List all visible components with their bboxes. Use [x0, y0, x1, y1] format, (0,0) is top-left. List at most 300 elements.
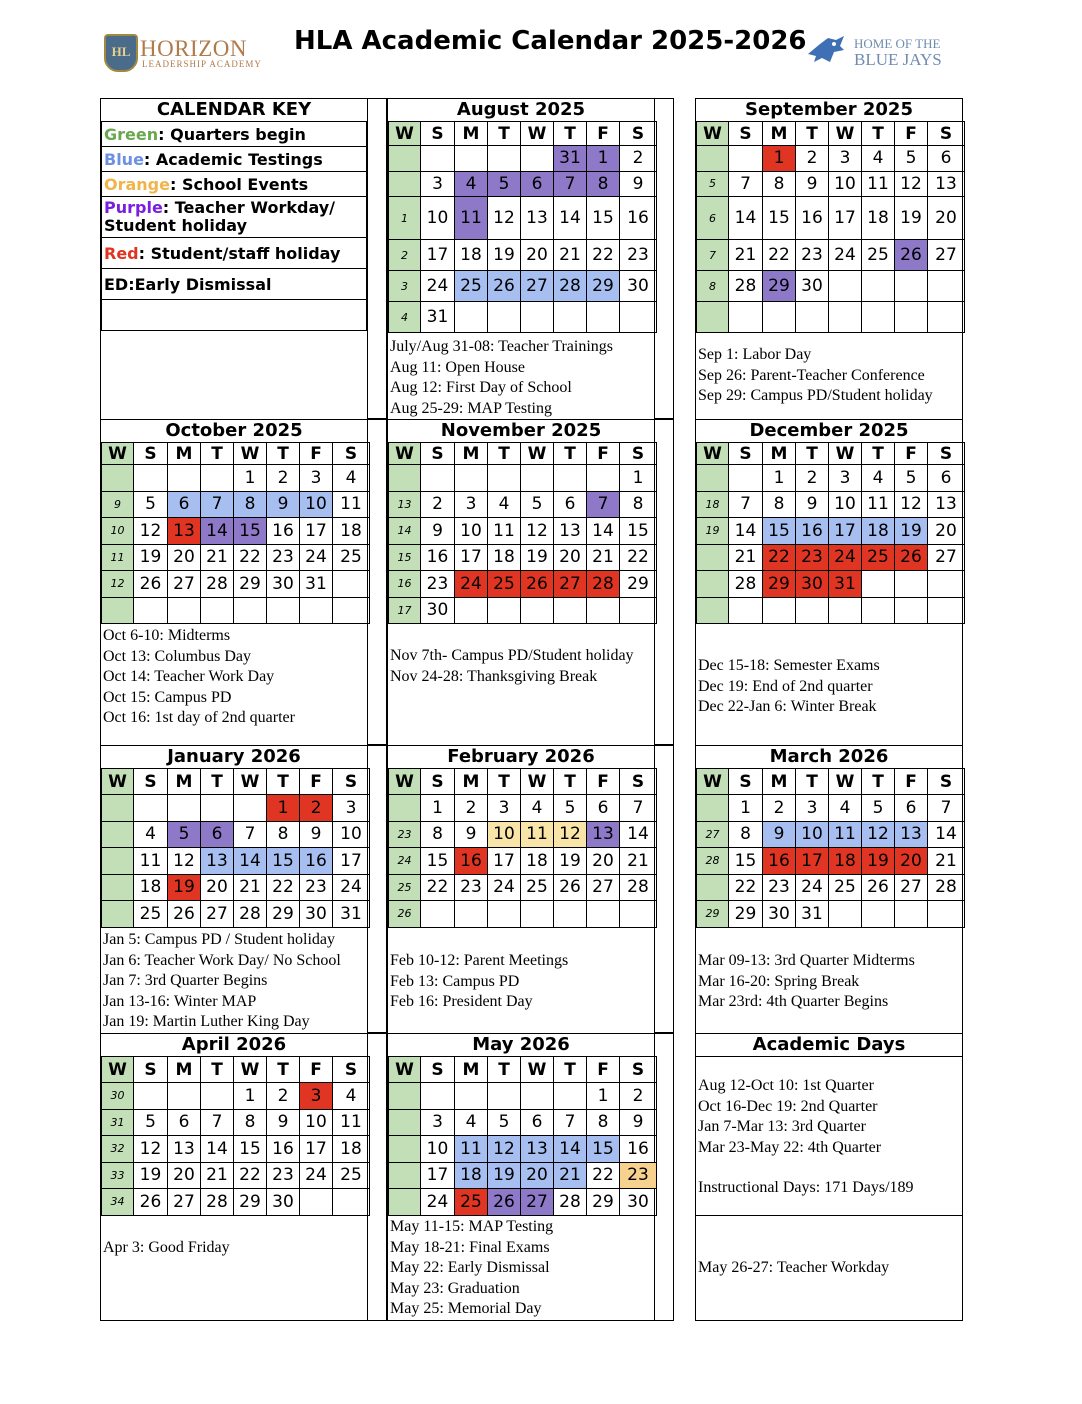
day-cell: 22 — [763, 240, 796, 271]
week-row — [102, 1083, 370, 1110]
day-cell: 30 — [421, 597, 455, 624]
day-cell — [928, 571, 965, 598]
day-cell — [729, 146, 763, 172]
day-cell: 18 — [333, 518, 370, 545]
day-cell: 17 — [421, 1162, 455, 1189]
day-cell: 9 — [796, 171, 829, 197]
day-cell: 3 — [829, 146, 862, 172]
day-cell: 19 — [168, 874, 201, 901]
note-line: Dec 15-18: Semester Exams — [698, 657, 880, 674]
day-cell: 24 — [300, 1162, 333, 1189]
weekday-label: W — [521, 1057, 554, 1083]
weekday-label: M — [763, 122, 796, 146]
calendar-key-title: CALENDAR KEY — [156, 99, 312, 120]
day-cell: 15 — [267, 848, 300, 875]
day-cell — [729, 597, 763, 624]
day-cell: 23 — [455, 874, 488, 901]
instructional-days: Instructional Days: 171 Days/189 — [698, 1179, 914, 1196]
note-line: Jan 6: Teacher Work Day/ No School — [103, 951, 341, 969]
day-cell — [134, 795, 168, 822]
week-number: 3 — [389, 271, 421, 302]
note-line: Oct 16: 1st day of 2nd quarter — [103, 709, 295, 726]
note-line: Nov 24-28: Thanksgiving Break — [390, 667, 598, 685]
note-line: May 22: Early Dismissal — [390, 1259, 550, 1276]
day-cell: 23 — [763, 874, 796, 901]
day-cell — [455, 302, 488, 333]
day-cell: 15 — [763, 518, 796, 545]
weekday-label: S — [333, 443, 370, 465]
day-cell: 16 — [796, 197, 829, 240]
day-cell: 30 — [763, 901, 796, 928]
week-number: 23 — [389, 821, 421, 848]
day-cell: 8 — [234, 491, 267, 518]
day-cell — [554, 465, 587, 492]
day-cell — [829, 271, 862, 302]
month-table — [388, 768, 657, 928]
day-cell: 9 — [455, 821, 488, 848]
day-cell: 12 — [521, 518, 554, 545]
day-cell: 21 — [928, 848, 965, 875]
day-cell: 18 — [455, 1162, 488, 1189]
day-cell: 12 — [895, 171, 928, 197]
weekday-label: T — [488, 122, 521, 146]
weekday-label: W — [521, 443, 554, 465]
weekday-label: T — [796, 769, 829, 795]
day-cell — [488, 597, 521, 624]
day-cell: 8 — [763, 491, 796, 518]
day-cell: 14 — [554, 1136, 587, 1163]
day-cell: 30 — [267, 1189, 300, 1216]
quarter-line: Mar 23-May 22: 4th Quarter — [698, 1138, 882, 1156]
note-line: July/Aug 31-08: Teacher Trainings — [390, 338, 614, 355]
week-row — [389, 821, 657, 848]
day-cell — [928, 271, 965, 302]
month-panel-feb — [387, 745, 655, 1034]
weekday-label: F — [895, 443, 928, 465]
key-description: : Teacher Workday/ Student holiday — [104, 198, 336, 235]
calendar-key-table — [101, 121, 367, 331]
month-title: March 2026 — [769, 746, 889, 767]
day-cell — [587, 465, 620, 492]
logo-left-subtitle: LEADERSHIP ACADEMY — [142, 59, 262, 69]
day-cell — [421, 901, 455, 928]
week-row — [389, 848, 657, 875]
day-cell: 16 — [620, 1136, 657, 1163]
note-line: Sep 29: Campus PD/Student holiday — [698, 387, 933, 404]
day-cell: 16 — [267, 518, 300, 545]
column-separator — [654, 745, 674, 1033]
day-cell: 28 — [554, 1189, 587, 1216]
day-cell: 10 — [300, 491, 333, 518]
shield-icon: HL — [104, 34, 138, 72]
day-cell: 11 — [862, 171, 895, 197]
day-cell: 28 — [729, 271, 763, 302]
note-line: Oct 6-10: Midterms — [103, 627, 231, 644]
day-cell: 5 — [168, 821, 201, 848]
month-notes — [698, 951, 960, 1013]
day-cell — [554, 901, 587, 928]
week-number — [102, 465, 134, 492]
day-cell — [554, 597, 587, 624]
week-row — [389, 1189, 657, 1216]
day-cell — [796, 302, 829, 333]
day-cell: 27 — [521, 271, 554, 302]
day-cell: 27 — [521, 1189, 554, 1216]
key-color-word: Orange — [104, 174, 170, 194]
day-cell: 13 — [168, 1136, 201, 1163]
day-cell: 31 — [300, 571, 333, 598]
week-number — [697, 302, 729, 333]
column-separator — [367, 745, 387, 1033]
key-item — [102, 197, 367, 238]
weekday-label: T — [554, 443, 587, 465]
week-row — [697, 571, 965, 598]
day-cell: 31 — [829, 571, 862, 598]
week-row — [697, 271, 965, 302]
day-cell: 20 — [554, 544, 587, 571]
note-line: May 11-15: MAP Testing — [390, 1218, 554, 1235]
week-number: 28 — [697, 848, 729, 875]
logo-left-name: HORIZON — [140, 36, 247, 61]
day-cell: 17 — [300, 1136, 333, 1163]
week-number: 19 — [697, 518, 729, 545]
day-cell: 29 — [763, 271, 796, 302]
day-cell: 18 — [455, 240, 488, 271]
day-cell: 11 — [333, 1109, 370, 1136]
weekday-label: T — [488, 443, 521, 465]
month-title: September 2025 — [745, 99, 913, 120]
weekday-label: S — [421, 122, 455, 146]
day-cell: 15 — [234, 518, 267, 545]
week-row — [102, 1136, 370, 1163]
day-cell: 7 — [587, 491, 620, 518]
day-cell: 28 — [620, 874, 657, 901]
note-line: Mar 23rd: 4th Quarter Begins — [698, 993, 889, 1010]
quarter-line: Aug 12-Oct 10: 1st Quarter — [698, 1077, 874, 1094]
day-cell: 3 — [421, 1109, 455, 1136]
day-cell — [763, 302, 796, 333]
day-cell: 10 — [455, 518, 488, 545]
note-line: Jan 19: Martin Luther King Day — [103, 1013, 310, 1030]
week-number — [697, 597, 729, 624]
day-cell: 8 — [421, 821, 455, 848]
month-table — [101, 1056, 370, 1216]
day-cell: 29 — [234, 1189, 267, 1216]
key-description: : Quarters begin — [158, 124, 306, 144]
note-line: Feb 16: President Day — [390, 993, 533, 1010]
week-number — [389, 146, 421, 172]
day-cell — [333, 571, 370, 598]
week-row — [697, 597, 965, 624]
week-row — [102, 465, 370, 492]
day-cell: 17 — [829, 518, 862, 545]
day-cell: 20 — [928, 518, 965, 545]
weekday-label: S — [421, 443, 455, 465]
day-cell: 4 — [333, 465, 370, 492]
day-cell: 13 — [928, 171, 965, 197]
week-number — [389, 171, 421, 197]
day-cell — [587, 597, 620, 624]
day-cell — [895, 571, 928, 598]
key-description: : Student/staff holiday — [138, 243, 341, 263]
weekday-label: F — [587, 443, 620, 465]
week-row — [102, 597, 370, 624]
day-cell: 14 — [554, 197, 587, 240]
day-cell: 12 — [488, 197, 521, 240]
day-cell: 11 — [134, 848, 168, 875]
day-cell: 25 — [455, 271, 488, 302]
day-cell: 27 — [895, 874, 928, 901]
day-cell: 11 — [333, 491, 370, 518]
week-row — [697, 518, 965, 545]
day-cell — [300, 1189, 333, 1216]
day-cell: 7 — [234, 821, 267, 848]
day-cell: 1 — [729, 795, 763, 822]
weekday-label: W — [829, 769, 862, 795]
week-row — [102, 491, 370, 518]
day-cell: 11 — [862, 491, 895, 518]
weekday-header-row — [389, 1057, 657, 1083]
day-cell — [333, 1189, 370, 1216]
weekday-label: T — [796, 443, 829, 465]
day-cell: 5 — [488, 171, 521, 197]
day-cell: 2 — [455, 795, 488, 822]
day-cell — [521, 597, 554, 624]
day-cell: 3 — [455, 491, 488, 518]
day-cell: 2 — [620, 146, 657, 172]
day-cell: 2 — [267, 465, 300, 492]
month-notes — [698, 345, 960, 407]
day-cell — [201, 1083, 234, 1110]
day-cell: 12 — [862, 821, 895, 848]
day-cell: 16 — [421, 544, 455, 571]
month-notes — [103, 626, 365, 729]
day-cell: 23 — [421, 571, 455, 598]
weekday-label: T — [488, 769, 521, 795]
month-title: April 2026 — [181, 1034, 287, 1055]
day-cell: 26 — [554, 874, 587, 901]
day-cell: 6 — [521, 171, 554, 197]
month-panel-may — [387, 1033, 655, 1321]
week-row — [389, 146, 657, 172]
day-cell: 7 — [201, 491, 234, 518]
day-cell — [421, 146, 455, 172]
note-line: Aug 12: First Day of School — [390, 379, 572, 396]
weekday-label: S — [333, 769, 370, 795]
day-cell: 6 — [201, 821, 234, 848]
week-row — [102, 874, 370, 901]
day-cell: 19 — [134, 1162, 168, 1189]
day-cell: 21 — [620, 848, 657, 875]
month-title: February 2026 — [447, 746, 595, 767]
weekday-label: T — [554, 1057, 587, 1083]
weekday-label: F — [895, 769, 928, 795]
month-panel-aug — [387, 98, 655, 420]
weekday-label: T — [862, 443, 895, 465]
day-cell: 28 — [587, 571, 620, 598]
day-cell: 31 — [333, 901, 370, 928]
month-panel-mar — [695, 745, 963, 1034]
teacher-workday-note: May 26-27: Teacher Workday — [698, 1259, 890, 1276]
month-table — [388, 1056, 657, 1216]
day-cell: 22 — [234, 1162, 267, 1189]
day-cell: 2 — [796, 146, 829, 172]
day-cell: 23 — [620, 1162, 657, 1189]
day-cell: 17 — [796, 848, 829, 875]
day-cell: 10 — [300, 1109, 333, 1136]
day-cell: 11 — [521, 821, 554, 848]
day-cell: 21 — [729, 240, 763, 271]
day-cell: 5 — [895, 465, 928, 492]
day-cell: 28 — [201, 1189, 234, 1216]
day-cell — [521, 465, 554, 492]
weekday-label: W — [389, 122, 421, 146]
day-cell: 6 — [928, 146, 965, 172]
week-number — [389, 1189, 421, 1216]
day-cell: 12 — [895, 491, 928, 518]
key-color-word: Blue — [104, 149, 144, 169]
day-cell: 12 — [168, 848, 201, 875]
day-cell — [201, 465, 234, 492]
day-cell: 24 — [300, 544, 333, 571]
month-panel-jan — [100, 745, 368, 1034]
day-cell — [488, 465, 521, 492]
week-number — [389, 1136, 421, 1163]
note-line: May 25: Memorial Day — [390, 1300, 542, 1317]
day-cell: 24 — [829, 240, 862, 271]
week-number — [102, 821, 134, 848]
day-cell: 25 — [134, 901, 168, 928]
note-line: Oct 15: Campus PD — [103, 688, 232, 706]
weekday-label: T — [862, 122, 895, 146]
month-title: December 2025 — [749, 420, 909, 441]
week-number — [102, 848, 134, 875]
week-row — [697, 795, 965, 822]
day-cell: 12 — [488, 1136, 521, 1163]
week-number — [102, 874, 134, 901]
week-number: 4 — [389, 302, 421, 333]
weekday-label: T — [201, 1057, 234, 1083]
week-number: 32 — [102, 1136, 134, 1163]
week-row — [389, 465, 657, 492]
day-cell: 3 — [796, 795, 829, 822]
week-row — [389, 795, 657, 822]
month-panel-oct — [100, 419, 368, 746]
day-cell: 24 — [455, 571, 488, 598]
key-description: ED:Early Dismissal — [104, 274, 272, 294]
day-cell: 29 — [587, 1189, 620, 1216]
week-number: 33 — [102, 1162, 134, 1189]
weekday-label: M — [168, 769, 201, 795]
day-cell: 31 — [421, 302, 455, 333]
week-number: 18 — [697, 491, 729, 518]
month-table — [101, 768, 370, 928]
day-cell: 21 — [201, 1162, 234, 1189]
note-line: Oct 14: Teacher Work Day — [103, 668, 275, 685]
day-cell — [455, 1083, 488, 1110]
day-cell — [488, 1083, 521, 1110]
week-row — [389, 874, 657, 901]
day-cell — [796, 597, 829, 624]
month-table — [696, 768, 965, 928]
day-cell — [168, 1083, 201, 1110]
day-cell: 10 — [488, 821, 521, 848]
day-cell: 10 — [333, 821, 370, 848]
day-cell: 16 — [455, 848, 488, 875]
weekday-label: F — [587, 122, 620, 146]
day-cell — [488, 302, 521, 333]
day-cell: 9 — [421, 518, 455, 545]
day-cell: 12 — [554, 821, 587, 848]
column-separator — [367, 1033, 387, 1321]
day-cell: 24 — [796, 874, 829, 901]
week-row — [389, 1136, 657, 1163]
day-cell: 8 — [763, 171, 796, 197]
week-number: 24 — [389, 848, 421, 875]
day-cell: 19 — [895, 518, 928, 545]
day-cell — [895, 901, 928, 928]
day-cell: 1 — [234, 1083, 267, 1110]
day-cell: 1 — [421, 795, 455, 822]
week-row — [697, 465, 965, 492]
day-cell: 15 — [421, 848, 455, 875]
day-cell: 24 — [421, 271, 455, 302]
day-cell — [134, 465, 168, 492]
day-cell: 10 — [421, 1136, 455, 1163]
day-cell — [554, 1083, 587, 1110]
day-cell: 30 — [796, 571, 829, 598]
week-row — [389, 491, 657, 518]
day-cell: 14 — [620, 821, 657, 848]
month-notes — [103, 1238, 365, 1259]
day-cell: 5 — [134, 491, 168, 518]
page-title: HLA Academic Calendar 2025-2026 — [294, 26, 807, 56]
weekday-label: M — [168, 1057, 201, 1083]
day-cell: 27 — [928, 544, 965, 571]
day-cell: 23 — [300, 874, 333, 901]
calendar-grid — [100, 98, 966, 1321]
day-cell: 23 — [796, 544, 829, 571]
weekday-label: T — [201, 769, 234, 795]
day-cell: 9 — [620, 171, 657, 197]
note-line: Mar 16-20: Spring Break — [698, 972, 860, 990]
week-row — [697, 848, 965, 875]
academic-quarters — [698, 1076, 960, 1158]
day-cell: 3 — [829, 465, 862, 492]
week-row — [389, 240, 657, 271]
day-cell: 10 — [829, 171, 862, 197]
day-cell: 3 — [421, 171, 455, 197]
day-cell: 16 — [796, 518, 829, 545]
week-row — [102, 821, 370, 848]
weekday-label: S — [729, 769, 763, 795]
day-cell: 9 — [267, 1109, 300, 1136]
day-cell: 14 — [928, 821, 965, 848]
day-cell: 15 — [763, 197, 796, 240]
day-cell: 1 — [234, 465, 267, 492]
blue-jay-icon — [806, 34, 846, 68]
academic-days-panel — [695, 1033, 963, 1321]
week-number: 34 — [102, 1189, 134, 1216]
quarter-line: Oct 16-Dec 19: 2nd Quarter — [698, 1097, 878, 1115]
weekday-label: S — [620, 122, 657, 146]
week-number — [389, 1109, 421, 1136]
day-cell: 27 — [928, 240, 965, 271]
day-cell — [895, 302, 928, 333]
week-number: 2 — [389, 240, 421, 271]
week-number — [697, 874, 729, 901]
day-cell: 24 — [488, 874, 521, 901]
